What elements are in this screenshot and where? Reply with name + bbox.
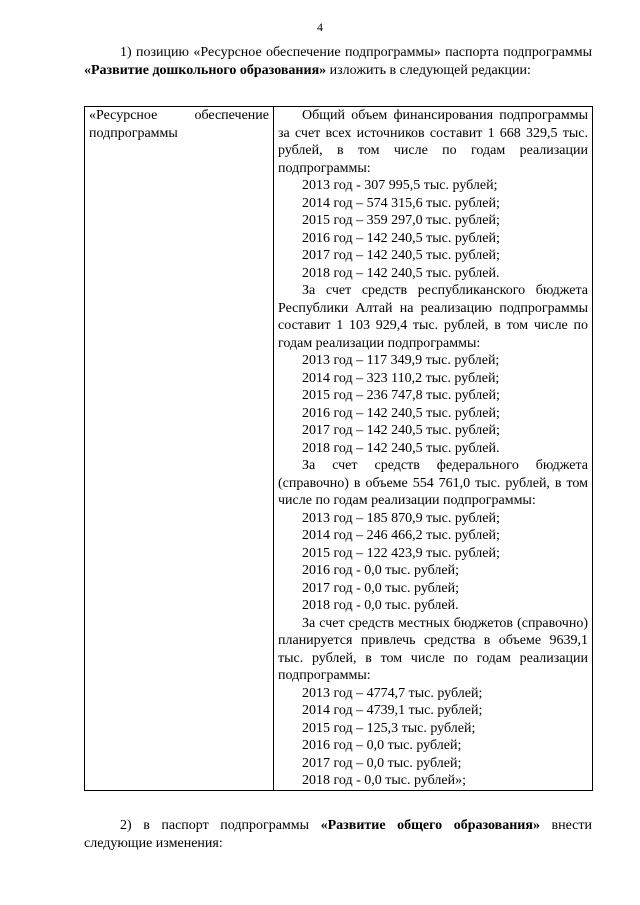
year-line: 2017 год – 142 240,5 тыс. рублей; xyxy=(302,423,500,438)
year-line: 2016 год – 142 240,5 тыс. рублей; xyxy=(302,230,500,246)
year-line: 2015 год – 122 423,9 тыс. рублей; xyxy=(302,545,500,561)
year-line: 2013 год – 185 870,9 тыс. рублей; xyxy=(302,510,500,526)
year-line: 2018 год - 0,0 тыс. рублей. xyxy=(302,598,459,613)
year-line: 2018 год – 142 240,5 тыс. рублей. xyxy=(302,440,500,456)
year-line: 2015 год – 236 747,8 тыс. рублей; xyxy=(302,388,500,403)
table-row xyxy=(85,107,593,791)
year-line: 2013 год - 307 995,5 тыс. рублей; xyxy=(302,178,498,193)
year-line: 2017 год – 142 240,5 тыс. рублей; xyxy=(302,248,500,263)
paragraph-1-text: 1) позицию «Ресурсное обеспечение подпрограммы» паспорта подпрограммы xyxy=(120,45,592,60)
year-line: 2016 год - 0,0 тыс. рублей; xyxy=(302,563,460,578)
paragraph-2 xyxy=(84,817,592,852)
year-line: 2014 год – 246 466,2 тыс. рублей; xyxy=(302,528,500,543)
year-line: 2018 год - 0,0 тыс. рублей»; xyxy=(302,773,467,788)
paragraph-2-text-end: внести следующие изменения: xyxy=(84,818,592,851)
total-funding: Общий объем финансирования подпрограммы за счет всех источников составит 1 668 329,5 тыс. рублей, в том числе по годам реализации подпрограммы: xyxy=(278,108,588,176)
local-budget-funding: За счет средств местных бюджетов (справочно) планируется привлечь средства в объеме 9639,1 тыс. рублей, в том числе по годам реализации подпрограммы: xyxy=(278,615,588,683)
year-line: 2014 год – 4739,1 тыс. рублей; xyxy=(302,703,483,718)
year-line: 2017 год – 0,0 тыс. рублей; xyxy=(302,755,462,771)
table-label-cell xyxy=(85,107,274,791)
paragraph-1-text-end: изложить в следующей редакции: xyxy=(326,62,531,78)
table-value-cell xyxy=(274,107,593,791)
year-line: 2015 год – 125,3 тыс. рублей; xyxy=(302,720,476,736)
year-line: 2014 год – 574 315,6 тыс. рублей; xyxy=(302,195,500,211)
year-line: 2015 год – 359 297,0 тыс. рублей; xyxy=(302,213,500,228)
federal-budget-funding: За счет средств федерального бюджета (справочно) в объеме 554 761,0 тыс. рублей, в том числе по годам реализации подпрограммы: xyxy=(278,458,588,508)
republic-budget-funding: За счет средств республиканского бюджета Республики Алтай на реализацию подпрограммы составит 1 103 929,4 тыс. рублей, в том числе по годам реализации подпрограммы: xyxy=(278,283,588,351)
table-label-text: «Ресурсное обеспечение подпрограммы xyxy=(89,108,269,141)
subprogram-name-general: «Развитие общего образования» xyxy=(320,818,540,833)
year-line: 2017 год - 0,0 тыс. рублей; xyxy=(302,580,460,596)
resource-table xyxy=(84,106,593,791)
year-line: 2014 год – 323 110,2 тыс. рублей; xyxy=(302,370,500,386)
year-line: 2013 год – 117 349,9 тыс. рублей; xyxy=(302,353,500,368)
subprogram-name-preschool: «Развитие дошкольного образования» xyxy=(84,62,327,78)
paragraph-2-text: 2) в паспорт подпрограммы xyxy=(120,818,321,833)
page-number: 4 xyxy=(317,20,323,34)
year-line: 2016 год – 142 240,5 тыс. рублей; xyxy=(302,405,500,421)
year-line: 2013 год – 4774,7 тыс. рублей; xyxy=(302,685,483,701)
paragraph-1 xyxy=(84,44,592,79)
year-line: 2018 год – 142 240,5 тыс. рублей. xyxy=(302,265,500,281)
year-line: 2016 год – 0,0 тыс. рублей; xyxy=(302,738,462,753)
